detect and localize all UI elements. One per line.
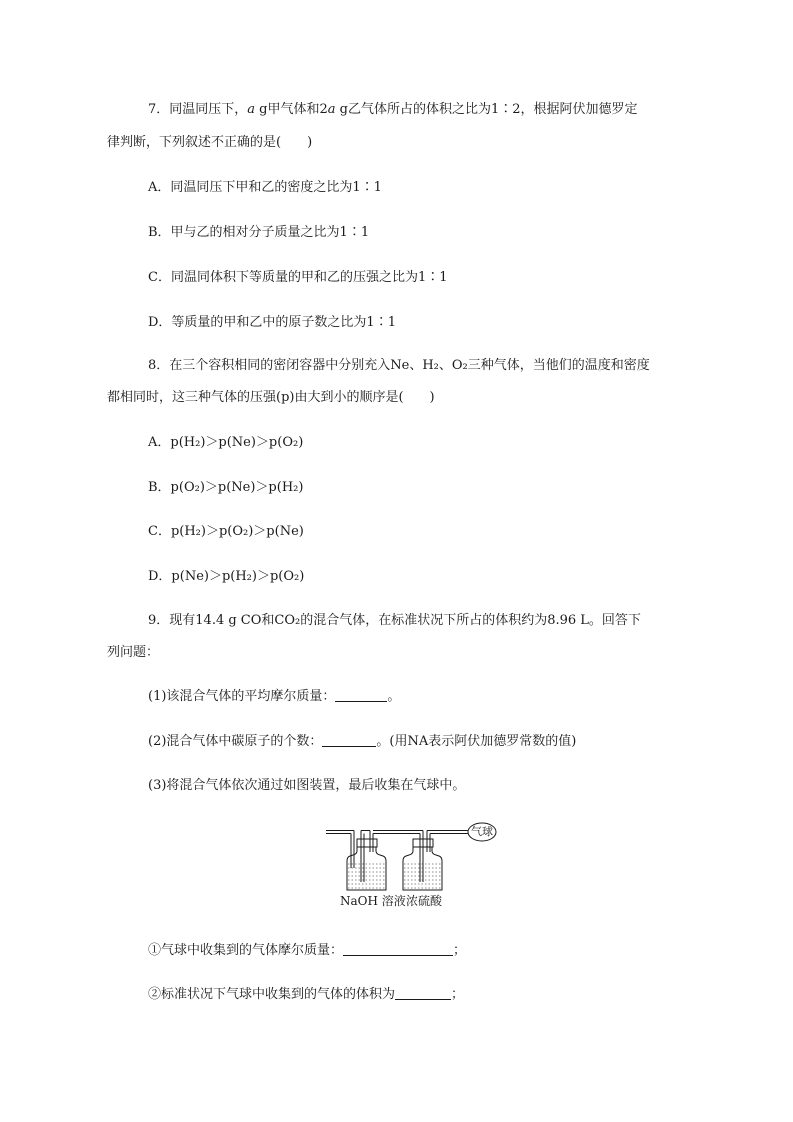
q9-sub3: (3)将混合气体依次通过如图装置，最后收集在气球中。 xyxy=(148,778,466,793)
q9-sub2-end: 。(用NA表示阿伏加德罗常数的值) xyxy=(376,734,577,749)
q7-var-a2: a xyxy=(327,102,336,117)
answer-blank-1[interactable] xyxy=(335,689,387,702)
q7-option-c: C．同温同体积下等质量的甲和乙的压强之比为1∶1 xyxy=(148,270,448,285)
q9-sub1 xyxy=(148,688,400,706)
q7-stem-line1 xyxy=(148,101,638,119)
answer-blank-4[interactable] xyxy=(395,987,451,1000)
apparatus-figure xyxy=(300,812,510,912)
q8-stem-line1: 8．在三个容积相同的密闭容器中分别充入Ne、H₂、O₂三种气体，当他们的温度和密度 xyxy=(148,358,650,373)
bottle1-stopper xyxy=(357,839,377,847)
q9-stem-line1: 9．现有14.4 g CO和CO₂的混合气体，在标准状况下所占的体积约为8.96 L。回答下 xyxy=(148,613,641,628)
q9-sub2 xyxy=(148,733,576,751)
q8-option-b: B．p(O₂)＞p(Ne)＞p(H₂) xyxy=(148,480,304,495)
balloon-label: 气球 xyxy=(471,825,493,838)
q9-ans2-end: ； xyxy=(451,987,465,1002)
q7-stem-part3: g乙气体所占的体积之比为1∶2，根据阿伏加德罗定 xyxy=(335,102,638,117)
q9-sub1-text: (1)该混合气体的平均摩尔质量： xyxy=(148,689,336,704)
q8-option-a: A．p(H₂)＞p(Ne)＞p(O₂) xyxy=(148,435,304,450)
answer-blank-3[interactable] xyxy=(343,943,453,956)
q9-ans2 xyxy=(148,986,464,1004)
q9-ans1 xyxy=(148,942,466,960)
q7-stem-line2: 律判断，下列叙述不正确的是( ) xyxy=(107,135,313,150)
answer-blank-2[interactable] xyxy=(322,734,376,747)
bottle2-label: 浓硫酸 xyxy=(406,894,443,908)
q7-option-a: A．同温同压下甲和乙的密度之比为1∶1 xyxy=(148,180,382,195)
q7-option-b: B．甲与乙的相对分子质量之比为1∶1 xyxy=(148,225,370,240)
q9-ans2-text: ②标准状况下气球中收集到的气体的体积为 xyxy=(148,987,396,1002)
q8-option-c: C．p(H₂)＞p(O₂)＞p(Ne) xyxy=(148,524,304,539)
q9-ans1-text: ①气球中收集到的气体摩尔质量： xyxy=(148,943,344,958)
q7-stem-part1: 7．同温同压下， xyxy=(148,102,248,117)
q8-stem-line2: 都相同时，这三种气体的压强(p)由大到小的顺序是( ) xyxy=(107,390,435,405)
q8-option-d: D．p(Ne)＞p(H₂)＞p(O₂) xyxy=(148,569,305,584)
q7-var-a: a xyxy=(247,102,256,117)
q9-ans1-end: ； xyxy=(453,943,467,958)
q7-stem-part2: g甲气体和2 xyxy=(255,102,328,117)
bottle1-label: NaOH 溶液 xyxy=(340,894,406,908)
q7-option-d: D．等质量的甲和乙中的原子数之比为1∶1 xyxy=(148,315,396,330)
bottle1-body xyxy=(347,847,386,890)
q9-sub2-text: (2)混合气体中碳原子的个数： xyxy=(148,734,323,749)
q9-stem-line2: 列问题： xyxy=(107,645,160,660)
q9-sub1-end: 。 xyxy=(387,689,401,704)
